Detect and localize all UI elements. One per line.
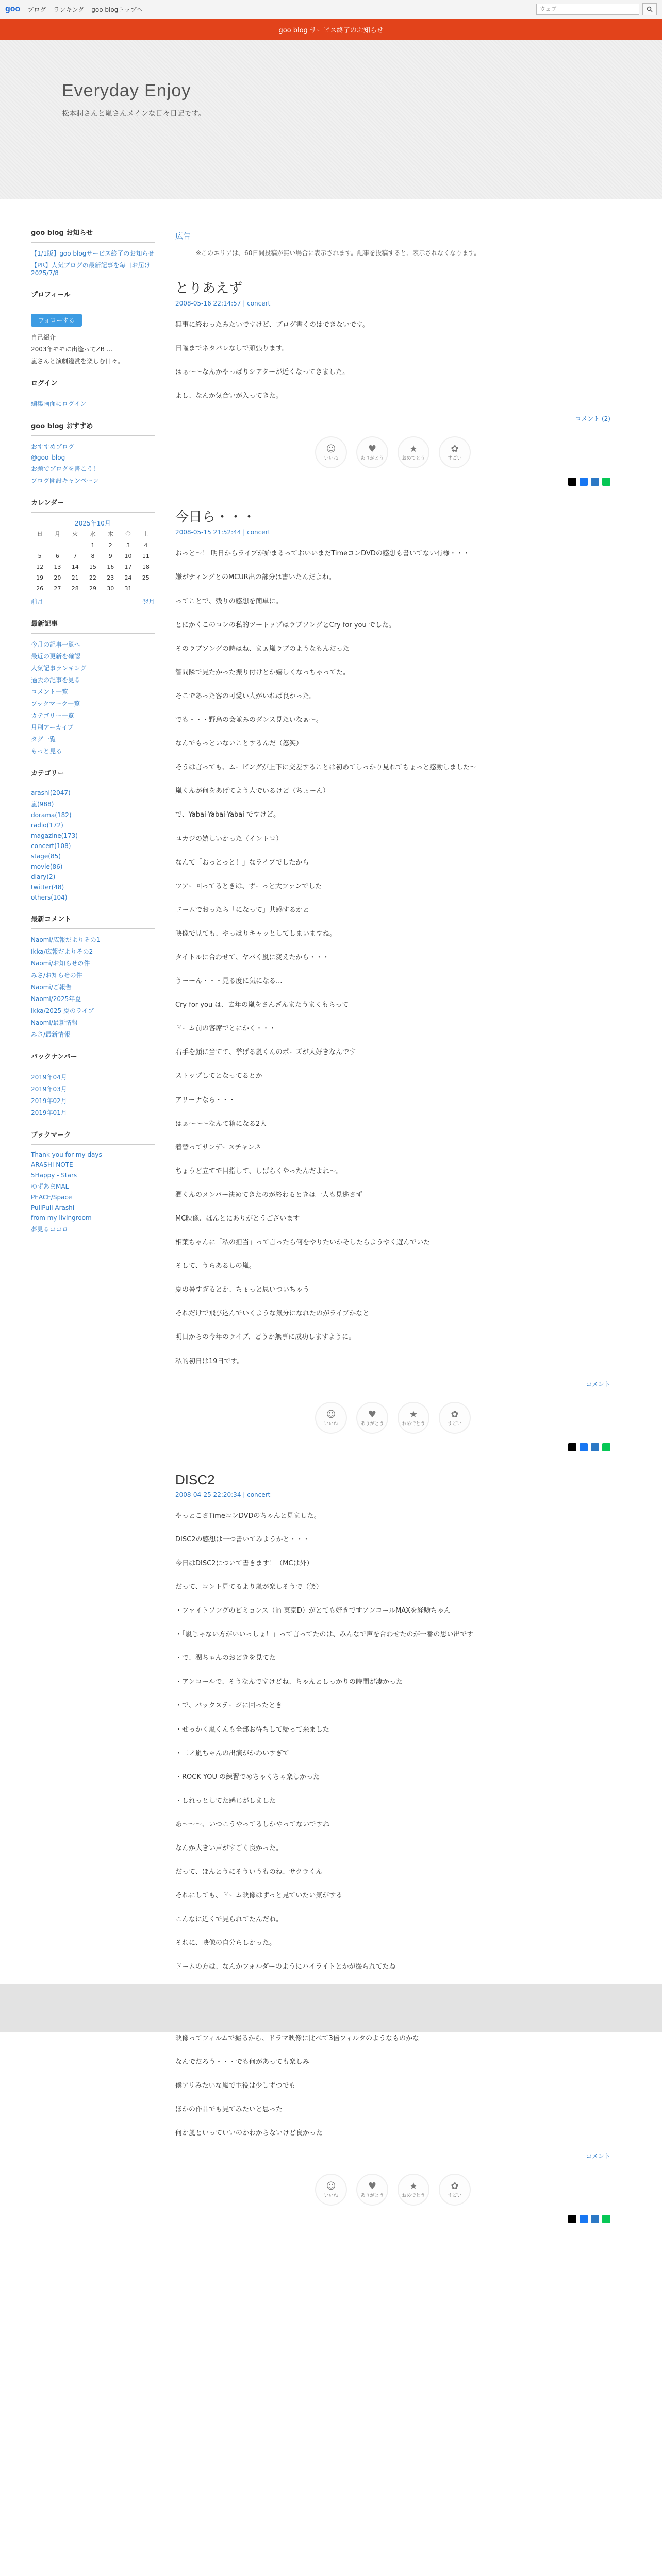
post-paragraph: おっと〜！ 明日からライブが始まるっておいいまだTimeコンDVDの感想も書いてない有様・・・	[175, 550, 470, 558]
post-paragraph: 相葉ちゃんに「私の担当」って言ったら何をやりたいかそしたらようやく遊んでいた	[175, 1239, 431, 1247]
calendar-day: 22	[89, 574, 96, 581]
sidebar-item[interactable]: Ikka/2025 夏のライブ	[31, 1007, 94, 1014]
top-nav	[27, 5, 147, 14]
line-share-icon[interactable]	[602, 2215, 610, 2223]
post-paragraph: Cry for you は、去年の嵐をさんざんまたうまくもらって	[175, 1001, 349, 1009]
post-paragraph: それだけで飛び込んでいくような気分になれたのがライブかなと	[175, 1310, 370, 1318]
reaction-sticker-button[interactable]	[398, 1402, 429, 1434]
calendar-day: 29	[89, 585, 96, 592]
post	[175, 1472, 610, 2224]
comment-link[interactable]: コメント (2)	[575, 415, 610, 423]
goo-logo[interactable]: goo	[5, 5, 21, 13]
post-paragraph: そこであった客の可愛い人がいれば良かった。	[175, 692, 316, 700]
sidebar-item[interactable]: みさ/最新情報	[31, 1031, 71, 1038]
calendar-weekday: 水	[90, 531, 96, 537]
calendar-day: 27	[54, 585, 61, 592]
sidebar-item[interactable]: concert(108)	[31, 842, 71, 850]
post-paragraph: そのラブソングの時はね、まぁ嵐ラブのようなもんだった	[175, 645, 350, 653]
sidebar-item[interactable]: もっと見る	[31, 748, 62, 755]
sticker-face-icon: ☺	[326, 1409, 336, 1420]
sticker-label: おめでとう	[402, 1421, 425, 1427]
post	[175, 278, 610, 486]
calendar-day: 5	[38, 553, 42, 560]
calendar-day: 8	[91, 553, 95, 560]
post-title[interactable]: DISC2	[175, 1471, 215, 1487]
calendar-day: 26	[36, 585, 44, 592]
sidebar-item[interactable]: 2019年03月	[31, 1086, 67, 1093]
blog-title[interactable]: Everyday Enjoy	[62, 81, 191, 100]
sticker-label: すごい	[448, 456, 462, 462]
post-paragraph: なんでだろう・・・でも何があっても楽しみ	[175, 2058, 309, 2066]
calendar-day: 28	[71, 585, 79, 592]
calendar-day: 18	[142, 564, 150, 570]
sidebar-heading: 最新コメント	[31, 913, 155, 929]
nav-ranking[interactable]: ランキング	[53, 6, 85, 13]
post-paragraph: ・しれっとしてた感じがしました	[175, 1797, 276, 1805]
sticker-face-icon: ♥	[368, 1409, 377, 1420]
post-title[interactable]: とりあえず	[175, 280, 243, 296]
post-body	[175, 548, 610, 1367]
reaction-sticker-button[interactable]	[439, 436, 471, 468]
post-paragraph: それにしても、ドーム映像はずっと見ていたい気がする	[175, 1892, 343, 1900]
sidebar-item[interactable]: from my livingroom	[31, 1214, 92, 1222]
post-paragraph: はぁ〜〜〜なんて箱になる2人	[175, 1120, 267, 1128]
sidebar-item[interactable]: 【1/1版】goo blogサービス終了のお知らせ	[31, 250, 154, 257]
post-body	[175, 319, 610, 402]
notice-bar	[0, 19, 662, 40]
post-paragraph: なんて「おっとっと！」なライブでしたから	[175, 858, 309, 867]
sidebar-heading: プロフィール	[31, 289, 155, 304]
post-paragraph: そして、うらあるしの嵐。	[175, 1262, 256, 1270]
sidebar-item[interactable]: 【PR】人気ブログの最新記事を毎日お届け 2025/7/8	[31, 262, 151, 277]
calendar-day: 14	[71, 564, 79, 570]
reaction-stickers	[175, 2174, 610, 2206]
post-paragraph: 今日はDISC2について書きます！（MCは外）	[175, 1559, 313, 1567]
sidebar-item[interactable]: PuliPuli Arashi	[31, 1204, 75, 1211]
posts	[175, 278, 610, 2223]
post-meta[interactable]: 2008-05-16 22:14:57 | concert	[175, 300, 271, 307]
sidebar-item[interactable]: ブログ開設キャンペーン	[31, 477, 99, 484]
sticker-face-icon: ✿	[451, 444, 459, 455]
content-wrap	[0, 199, 662, 2223]
post-paragraph: ・アンコールで、そうなんですけどね、ちゃんとしっかりの時間が凄かった	[175, 1678, 403, 1686]
sidebar-item[interactable]: 月別アーカイブ	[31, 724, 74, 731]
reaction-stickers	[175, 1402, 610, 1434]
sticker-face-icon: ♥	[368, 444, 377, 455]
nav-top[interactable]: goo blogトップへ	[91, 6, 143, 13]
post-paragraph: ・二ノ嵐ちゃんの出演がかわいすぎて	[175, 1749, 290, 1757]
sticker-label: おめでとう	[402, 2193, 425, 2199]
post-paragraph: ・ファイトソングのビミョンス（in 東京D）がとても好きですアンコールMAXを経験ちゃん	[175, 1607, 451, 1615]
calendar-weekday: 木	[107, 531, 113, 537]
sidebar-item: 自己紹介	[31, 334, 56, 341]
sidebar-item[interactable]: Naomi/最新情報	[31, 1019, 78, 1026]
calendar-day: 20	[54, 574, 61, 581]
sidebar-item[interactable]: Naomi/お知らせの件	[31, 960, 90, 967]
post-paragraph: ユカジの嬉しいかった（イントロ）	[175, 835, 283, 843]
sidebar	[31, 199, 155, 2223]
post-paragraph: アリーナなら・・・	[175, 1096, 236, 1104]
facebook-share-icon[interactable]	[580, 478, 588, 486]
post-meta[interactable]: 2008-04-25 22:20:34 | concert	[175, 1490, 271, 1498]
sidebar-heading: カレンダー	[31, 497, 155, 513]
sidebar-item[interactable]: radio(172)	[31, 822, 63, 829]
post-paragraph: 無事に終わったみたいですけど、ブログ書くのはできないです。	[175, 321, 369, 329]
sidebar-item[interactable]: コメント一覧	[31, 688, 69, 696]
sidebar-item[interactable]: @goo_blog	[31, 454, 65, 461]
calendar-day: 13	[54, 564, 61, 570]
sidebar-item[interactable]: 夢見るココロ	[31, 1226, 69, 1233]
sidebar-item[interactable]: 過去の記事を見る	[31, 676, 81, 684]
sidebar-heading: goo blog おすすめ	[31, 420, 155, 436]
sidebar-heading: カテゴリー	[31, 768, 155, 783]
post-paragraph: だって、コント見てるより嵐が楽しそうで（笑）	[175, 1583, 323, 1591]
sidebar-item[interactable]: diary(2)	[31, 873, 56, 880]
sidebar-item[interactable]: Thank you for my days	[31, 1151, 102, 1158]
sidebar-item[interactable]: お題でブログを書こう！	[31, 465, 100, 472]
sidebar-heading: goo blog お知らせ	[31, 227, 155, 243]
main-column	[155, 199, 631, 2223]
sticker-face-icon: ✿	[451, 2181, 459, 2192]
sidebar-item[interactable]: 人気記事ランキング	[31, 665, 87, 672]
reaction-sticker-button[interactable]	[315, 2174, 347, 2206]
calendar-day: 11	[142, 553, 150, 560]
sidebar-item[interactable]: Naomi/広報だよりその1	[31, 936, 101, 943]
sticker-face-icon: ★	[409, 2181, 418, 2192]
sidebar-item[interactable]: 最近の更新を確認	[31, 653, 81, 660]
sidebar-item: 嵐さんと演劇鑑賞を楽しむ日々。	[31, 358, 124, 365]
calendar-nav	[31, 597, 155, 606]
line-share-icon[interactable]	[602, 478, 610, 486]
sticker-face-icon: ★	[409, 444, 418, 455]
calendar-day: 6	[55, 553, 59, 560]
calendar-day: 3	[126, 542, 130, 549]
calendar-day: 1	[91, 542, 95, 549]
post-paragraph: ほかの作品でも見てみたいと思った	[175, 2106, 283, 2113]
post-paragraph: 右手を顔に当てて、挙げる嵐くんのポーズが大好きなんです	[175, 1048, 356, 1057]
sidebar-item[interactable]: arashi(2047)	[31, 789, 71, 796]
sidebar-item[interactable]: twitter(48)	[31, 884, 64, 891]
hatena-share-icon[interactable]	[591, 2215, 599, 2223]
calendar-day: 10	[124, 553, 132, 560]
sidebar-heading: ブックマーク	[31, 1129, 155, 1145]
post-body	[175, 1511, 610, 2140]
sticker-label: いいね	[324, 1421, 338, 1427]
search-button[interactable]	[642, 3, 657, 15]
post-paragraph: だって、ほんとうにそういうものね、サクラくん	[175, 1868, 323, 1876]
sticker-face-icon: ☺	[326, 444, 336, 455]
hatena-share-icon[interactable]	[591, 478, 599, 486]
sidebar-heading: ログイン	[31, 378, 155, 393]
notice-link[interactable]: goo blog サービス終了のお知らせ	[278, 26, 384, 35]
reaction-sticker-button[interactable]	[439, 2174, 471, 2206]
post-paragraph: タイトルに合わせて、ヤバく嵐に変えたから・・・	[175, 953, 329, 961]
sidebar-item[interactable]: 2019年02月	[31, 1097, 67, 1105]
sidebar-item[interactable]: ブックマーク一覧	[31, 700, 80, 707]
ad-title: 広告	[175, 231, 191, 241]
post	[175, 506, 610, 1451]
calendar-day	[137, 583, 155, 594]
calendar-weekday: 金	[125, 531, 131, 537]
reaction-sticker-button[interactable]	[439, 1402, 471, 1434]
ad-section	[175, 230, 610, 257]
post-paragraph: やっとこさTimeコンDVDのちゃんと見ました。	[175, 1512, 321, 1520]
search-input[interactable]	[536, 4, 639, 15]
post-paragraph: 嵐くんが何をあげてよう人でいるけど（ちょーん）	[175, 787, 330, 795]
sidebar-item[interactable]: タグ一覧	[31, 736, 56, 743]
reaction-sticker-button[interactable]	[356, 1402, 388, 1434]
sidebar-item[interactable]: PEACE/Space	[31, 1194, 72, 1201]
sticker-label: すごい	[448, 2193, 462, 2199]
facebook-share-icon[interactable]	[580, 1443, 588, 1451]
sidebar-item[interactable]: 5Happy - Stars	[31, 1172, 77, 1179]
calendar-weekday: 土	[143, 531, 149, 537]
sticker-label: いいね	[324, 2193, 338, 2199]
post-paragraph: ・せっかく嵐くんも全部お待ちして帰って来ました	[175, 1725, 329, 1734]
post-paragraph: 映像ってフィルムで撮るから、ドラマ映像に比べて3倍フィルタのようなものかな	[175, 2034, 420, 2042]
scroll-overlay	[0, 1984, 662, 2032]
post-paragraph: ドームの方は、なんかフォルダーのようにハイライトとかが撮られてたね	[175, 1963, 396, 1971]
sidebar-item[interactable]: magazine(173)	[31, 832, 78, 839]
calendar-day: 21	[71, 574, 79, 581]
calendar-prev-link[interactable]: 前月	[31, 598, 44, 605]
hatena-share-icon[interactable]	[591, 1443, 599, 1451]
post-paragraph: はぁ〜〜なんかやっぱりシアターが近くなってきました。	[175, 368, 350, 377]
post-paragraph: ドームでおったら「になって」共感するかと	[175, 906, 310, 914]
reaction-sticker-button[interactable]	[315, 436, 347, 468]
post-paragraph: そうは言っても、ムービングが上下に交差することは初めてしっかり見れてちょっと感動しました〜	[175, 764, 477, 772]
calendar-day: 24	[124, 574, 132, 581]
sticker-face-icon: ★	[409, 1409, 418, 1420]
post-paragraph: DISC2の感想は一つ書いてみようかと・・・	[175, 1535, 310, 1544]
calendar-day: 16	[107, 564, 114, 570]
calendar-day: 12	[36, 564, 44, 570]
post-paragraph: 日曜までネタバレなしで頑張ります。	[175, 345, 289, 353]
post-paragraph: 映像で見ても、やっぱりキャッとしてしまいますね。	[175, 929, 337, 938]
sidebar-item[interactable]: stage(85)	[31, 853, 61, 860]
post-paragraph: ・「嵐じゃない方がいいっしょ！」って言ってたのは、みんなで声を合わせたのが一番の思い出です	[175, 1631, 474, 1639]
post-paragraph: 智間隣で見たかった振り付けとか嬉しくなっちゃってた。	[175, 668, 350, 676]
calendar-day: 25	[142, 574, 150, 581]
post-paragraph: それに、映像の自分らしかった。	[175, 1939, 276, 1947]
sidebar-item[interactable]: 編集画面にログイン	[31, 400, 87, 408]
post-paragraph: MC映像、ほんとにありがとうございます	[175, 1215, 300, 1223]
calendar-table	[31, 528, 155, 594]
post-paragraph: なんか大きい声がすごく良かった。	[175, 1844, 283, 1852]
facebook-share-icon[interactable]	[580, 2215, 588, 2223]
calendar-title[interactable]: 2025年10月	[75, 520, 111, 527]
x-share-icon[interactable]	[568, 1443, 576, 1451]
sidebar-heading: バックナンバー	[31, 1051, 155, 1066]
calendar-day	[31, 540, 48, 551]
post-paragraph: よし、なんか気合いが入ってきた。	[175, 392, 283, 400]
calendar-day: 4	[144, 542, 148, 549]
post-paragraph: 潤くんのメンバー決めてきたのが終わるときは一人も見逃さず	[175, 1191, 363, 1199]
sidebar-item[interactable]: ゆずあまMAL	[31, 1183, 69, 1190]
calendar-day: 17	[124, 564, 132, 570]
sidebar-item[interactable]: フォローする	[31, 314, 82, 327]
post-paragraph: でも・・・野鳥の会並みのダンス見たいなぁ〜。	[175, 716, 323, 724]
post-paragraph: 何か嵐といっていいのかわからないけど良かった	[175, 2129, 323, 2138]
reaction-sticker-button[interactable]	[356, 2174, 388, 2206]
sidebar-item[interactable]: movie(86)	[31, 863, 63, 870]
post-paragraph: 明日からの今年のライブ、どうか無事に成功しますように。	[175, 1333, 356, 1342]
share-buttons	[175, 478, 610, 486]
comment-link[interactable]: コメント	[585, 1380, 610, 1388]
calendar-weekday: 日	[37, 531, 43, 537]
line-share-icon[interactable]	[602, 1443, 610, 1451]
sidebar-item[interactable]: 2019年01月	[31, 1109, 67, 1116]
sticker-face-icon: ☺	[326, 2181, 336, 2192]
calendar-day	[48, 540, 66, 551]
x-share-icon[interactable]	[568, 478, 576, 486]
post-paragraph: なんでもっといないことするんだ（怒笑）	[175, 740, 303, 748]
post-paragraph: こんなに近くで見られてたんだね。	[175, 1916, 283, 1924]
post-paragraph: 夏の暑すぎるとか、ちょっと思いついちゃう	[175, 1286, 310, 1294]
sidebar-item[interactable]: Naomi/2025年夏	[31, 995, 81, 1003]
comment-link[interactable]: コメント	[585, 2153, 610, 2160]
sticker-label: ありがとう	[360, 456, 384, 462]
post-paragraph: 着替ってサンデースチャンネ	[175, 1143, 261, 1151]
sidebar-item[interactable]: 今月の記事一覧へ	[31, 641, 81, 648]
post-paragraph: で、Yabai-Yabai-Yabai ですけど。	[175, 811, 280, 819]
post-paragraph: ツアー回ってるときは、ずーっと大ファンでした	[175, 882, 322, 890]
post-paragraph: ストップしてとなってるとか	[175, 1072, 262, 1080]
x-share-icon[interactable]	[568, 2215, 576, 2223]
calendar-next-link[interactable]: 翌月	[142, 598, 155, 605]
sidebar-item[interactable]: カテゴリー一覧	[31, 712, 74, 719]
sticker-face-icon: ♥	[368, 2181, 377, 2192]
ad-notice: ※このエリアは、60日間投稿が無い場合に表示されます。記事を投稿すると、表示されなくなります。	[196, 249, 481, 257]
calendar-day: 2	[108, 542, 112, 549]
sidebar-item[interactable]: Naomi/ご報告	[31, 984, 72, 991]
post-paragraph: ちょうど立てで目指して、しばらくやったんだよね〜。	[175, 1167, 343, 1175]
calendar-day: 9	[108, 553, 112, 560]
sidebar-item[interactable]: dorama(182)	[31, 811, 72, 819]
reaction-sticker-button[interactable]	[356, 436, 388, 468]
sticker-label: ありがとう	[360, 2193, 384, 2199]
calendar-day: 7	[73, 553, 77, 560]
calendar-day	[67, 540, 84, 551]
sidebar-item[interactable]: 2019年04月	[31, 1074, 67, 1081]
search-icon	[647, 6, 653, 12]
sidebar-item[interactable]: Ikka/広報だよりその2	[31, 948, 93, 955]
sticker-label: いいね	[324, 456, 338, 462]
sidebar-item[interactable]: ARASHI NOTE	[31, 1161, 73, 1168]
sticker-face-icon: ✿	[451, 1409, 459, 1420]
sidebar-item[interactable]: みさ/お知らせの件	[31, 972, 82, 979]
sidebar-item[interactable]: おすすめブログ	[31, 443, 75, 450]
post-title[interactable]: 今日ら・・・	[175, 509, 256, 525]
reaction-sticker-button[interactable]	[398, 436, 429, 468]
calendar-day: 19	[36, 574, 44, 581]
post-paragraph: ・で、バックステージに回ったとき	[175, 1702, 283, 1710]
sticker-label: おめでとう	[402, 456, 425, 462]
post-paragraph: 嫌がティングとのMCUR出の部分は書いたんだよね。	[175, 573, 336, 582]
post-paragraph: とにかくこのコンの私的ツートップはラブソングとCry for you でした。	[175, 621, 395, 629]
calendar-day: 15	[89, 564, 96, 570]
post-paragraph: ドーム前の客席でとにかく・・・	[175, 1025, 276, 1033]
share-buttons	[175, 1443, 610, 1451]
post-meta[interactable]: 2008-05-15 21:52:44 | concert	[175, 529, 271, 536]
reaction-stickers	[175, 436, 610, 468]
sidebar-item: 2003年モモに出逢ってZB ...	[31, 346, 113, 353]
blog-description: 松本潤さんと嵐さんメインな日々日記です。	[62, 110, 206, 118]
post-paragraph: ってことで、残りの感想を簡単に。	[175, 597, 283, 605]
post-paragraph: 僕アリみたいな嵐で主役は少しずつでも	[175, 2081, 296, 2090]
sticker-label: ありがとう	[360, 1421, 384, 1427]
sticker-label: すごい	[448, 1421, 462, 1427]
post-paragraph: ・ROCK YOU の練習でめちゃくちゃ楽しかった	[175, 1773, 320, 1781]
top-bar	[0, 0, 662, 19]
calendar-day: 31	[124, 585, 132, 592]
reaction-sticker-button[interactable]	[315, 1402, 347, 1434]
post-paragraph: ・で、潤ちゃんのおどきを見てた	[175, 1654, 276, 1663]
reaction-sticker-button[interactable]	[398, 2174, 429, 2206]
sidebar-item[interactable]: others(104)	[31, 894, 68, 901]
search-area	[536, 3, 657, 15]
sidebar-heading: 最新記事	[31, 618, 155, 634]
calendar-day: 23	[107, 574, 114, 581]
calendar-day: 30	[107, 585, 114, 592]
sidebar-item[interactable]: 嵐(988)	[31, 801, 54, 808]
post-paragraph: あ〜〜〜、いつこうやってるしかやってないですね	[175, 1820, 330, 1828]
share-buttons	[175, 2215, 610, 2223]
calendar-weekday: 火	[72, 531, 78, 537]
nav-blog[interactable]: ブログ	[27, 6, 46, 13]
calendar-weekday: 月	[54, 531, 60, 537]
post-paragraph: 私的初日は19日です。	[175, 1357, 244, 1365]
blog-header	[0, 40, 662, 199]
post-paragraph: うーーん・・・見る度に気になる...	[175, 977, 283, 986]
